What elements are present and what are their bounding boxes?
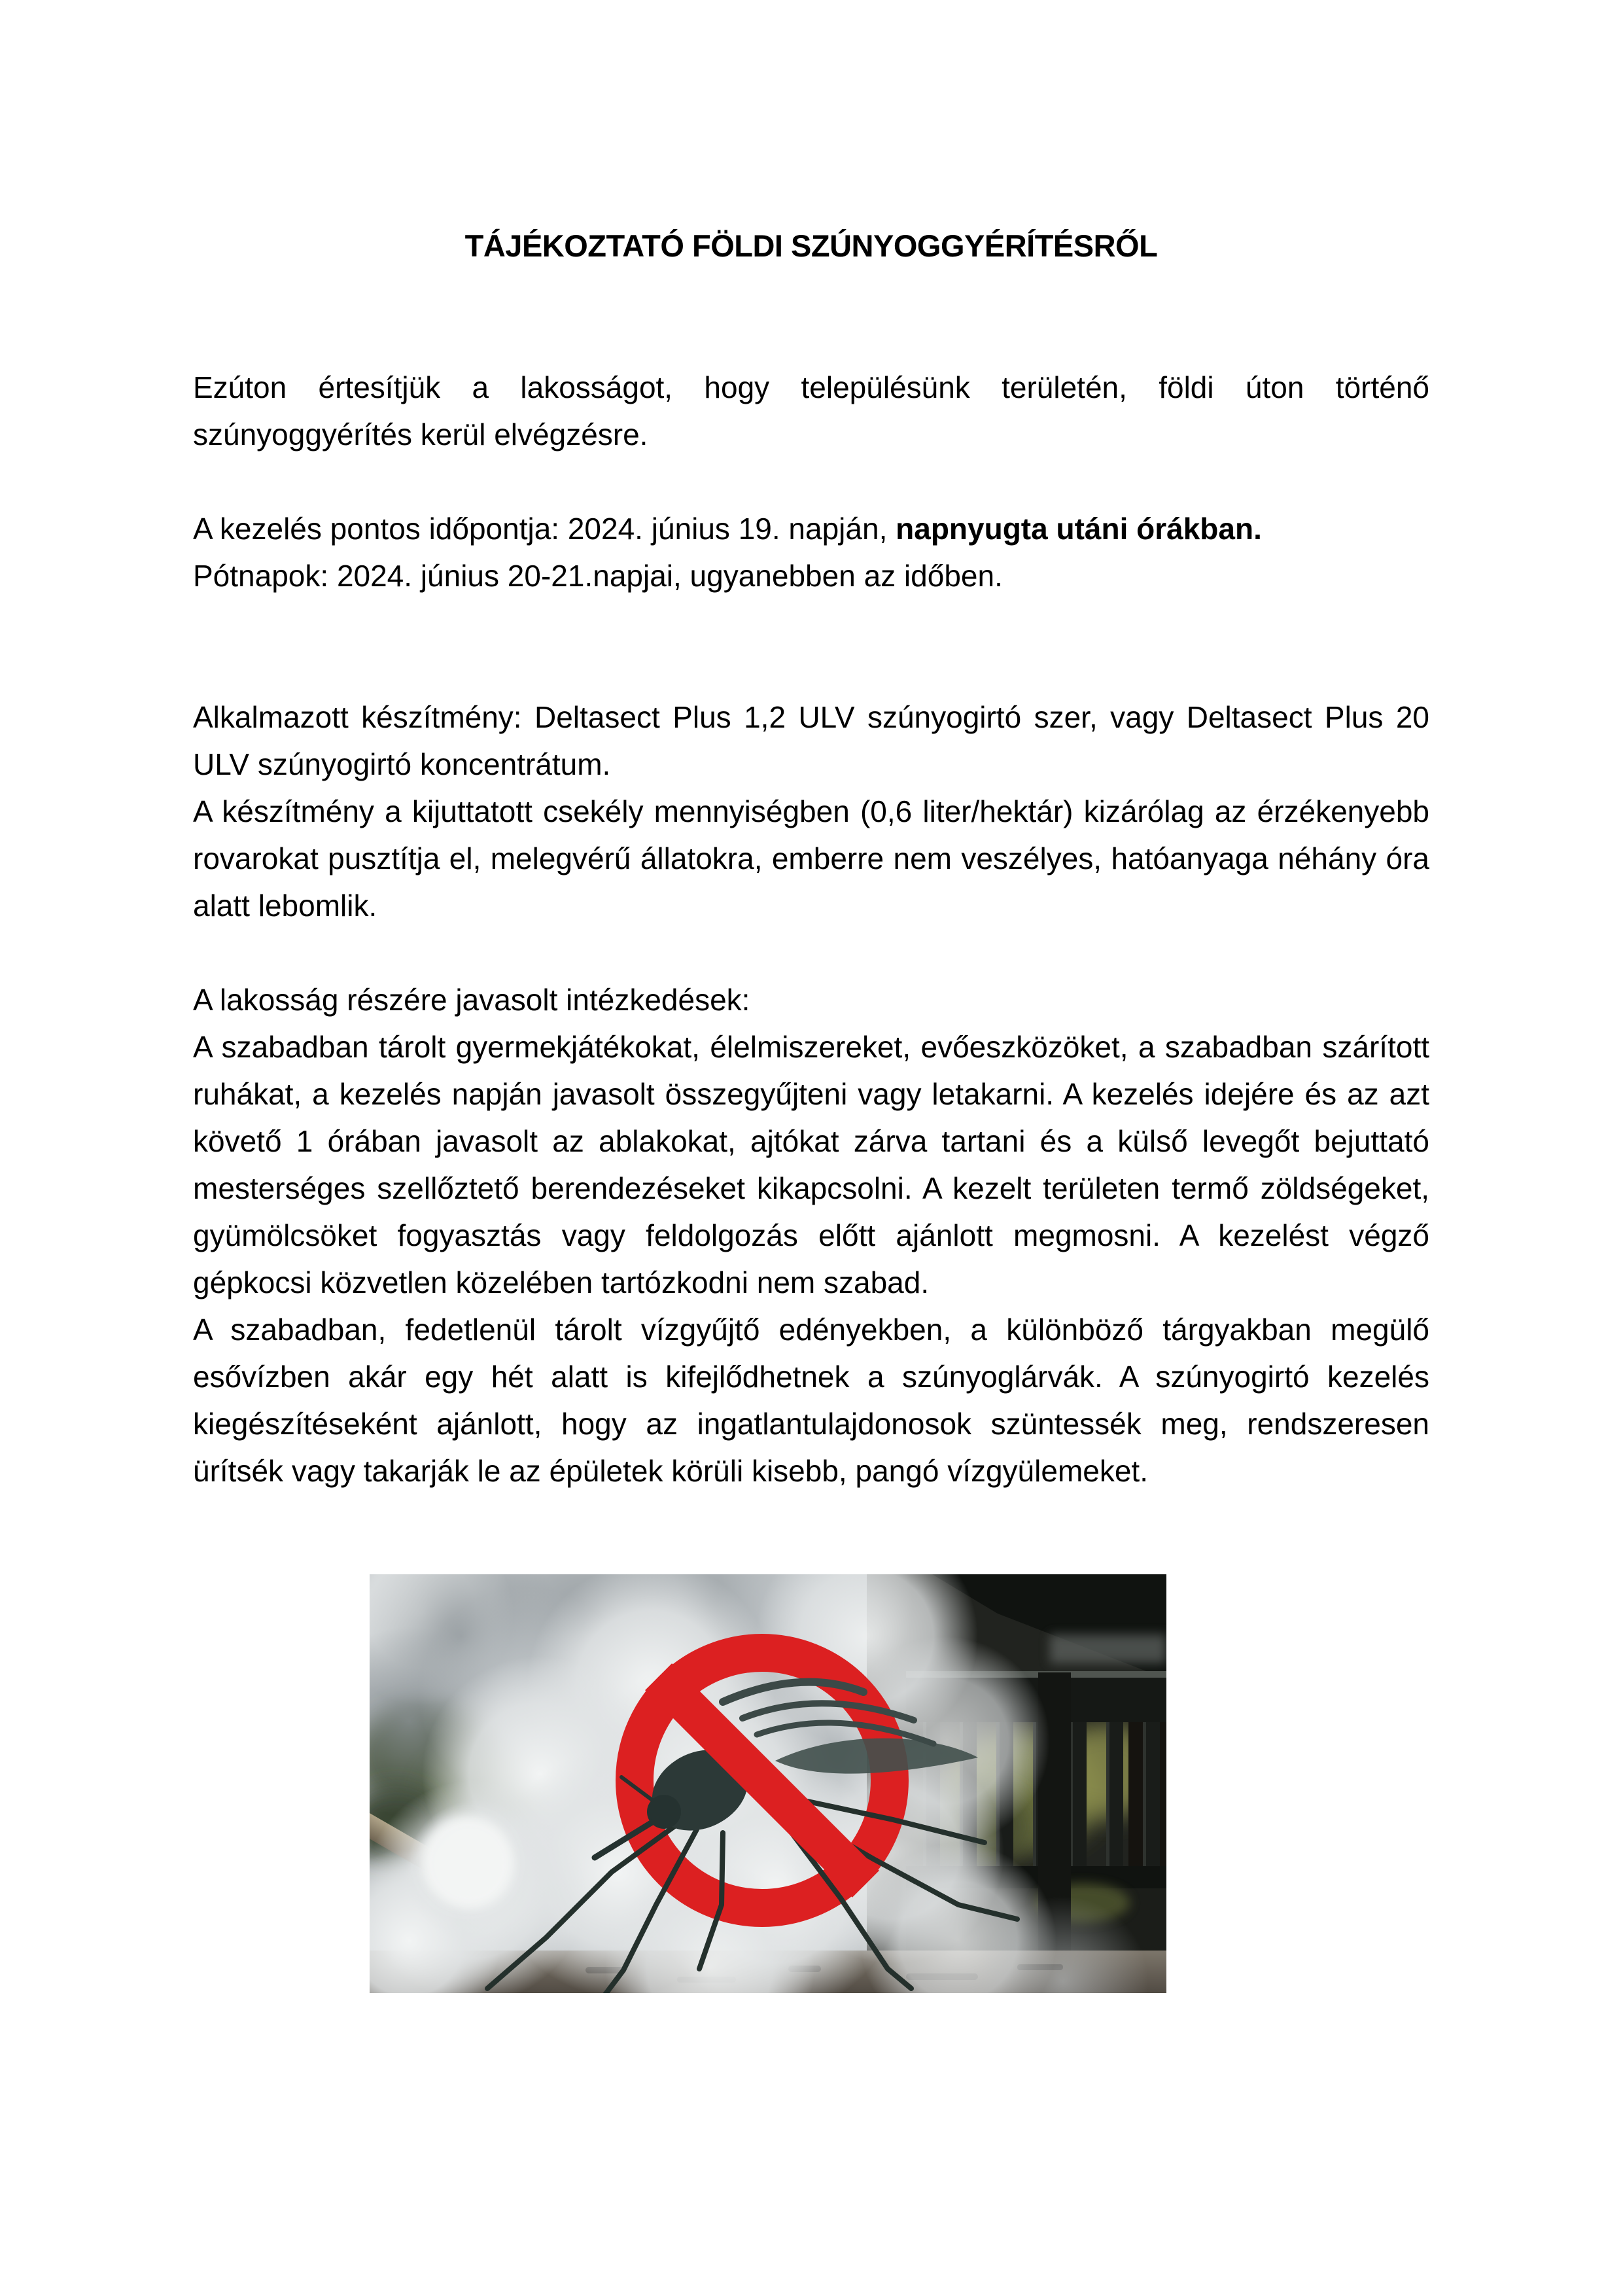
measures-paragraph: A szabadban tárolt gyermekjátékokat, élelmiszereket, evőeszközöket, a szabadban szárított ruhákat, a kezelés napján javasolt összegyűjteni vagy letakarni. A kezelés idejére és az azt követő 1 órában javasolt az ablakokat, ajtókat zárva tartani és a külső levegőt bejuttató mesterséges szellőztető berendezéseket kikapcsolni. A kezelt területen termő zöldségeket, gyümölcsöket fogyasztás vagy feldolgozás előtt ajánlott megmosni. A kezelést végző gépkocsi közvetlen közelében tartózkodni nem szabad. <box>193 1030 1429 1299</box>
larvae-paragraph: A szabadban, fedetlenül tárolt vízgyűjtő edényekben, a különböző tárgyakban megülő esővízben akár egy hét alatt is kifejlődhetnek a szúnyoglárvák. A szúnyogirtó kezelés kiegészítéseként ajánlott, hogy az ingatlantulajdonosok szüntessék meg, rendszeresen ürítsék vagy takarják le az épületek körüli kisebb, pangó vízgyülemeket. <box>193 1313 1429 1488</box>
schedule-bold-text: napnyugta utáni órákban. <box>896 512 1262 546</box>
schedule-paragraph <box>193 505 1429 599</box>
product-paragraph: Alkalmazott készítmény: Deltasect Plus 1,2 ULV szúnyogirtó szer, vagy Deltasect Plus 20 ULV szúnyogirtó koncentrátum. <box>193 700 1429 781</box>
intro-paragraph: Ezúton értesítjük a lakosságot, hogy településünk területén, földi úton történő szúnyoggyérítés kerül elvégzésre. <box>193 370 1429 451</box>
page-title: TÁJÉKOZTATÓ FÖLDI SZÚNYOGGYÉRÍTÉSRŐL <box>464 228 1158 263</box>
fogging-photo-graphic <box>370 1574 1166 1993</box>
schedule-text: A kezelés pontos időpontja: 2024. június 19. napján, <box>193 512 896 546</box>
measures-heading: A lakosság részére javasolt intézkedések: <box>193 983 750 1017</box>
schedule-makeup-days-text: Pótnapok: 2024. június 20-21.napjai, ugyanebben az időben. <box>193 559 1003 593</box>
fogging-photo <box>370 1574 1166 1993</box>
product-safety-paragraph: A készítmény a kijuttatott csekély mennyiségben (0,6 liter/hektár) kizárólag az érzékenyebb rovarokat pusztítja el, melegvérű állatokra, emberre nem veszélyes, hatóanyaga néhány óra alatt lebomlik. <box>193 794 1429 923</box>
